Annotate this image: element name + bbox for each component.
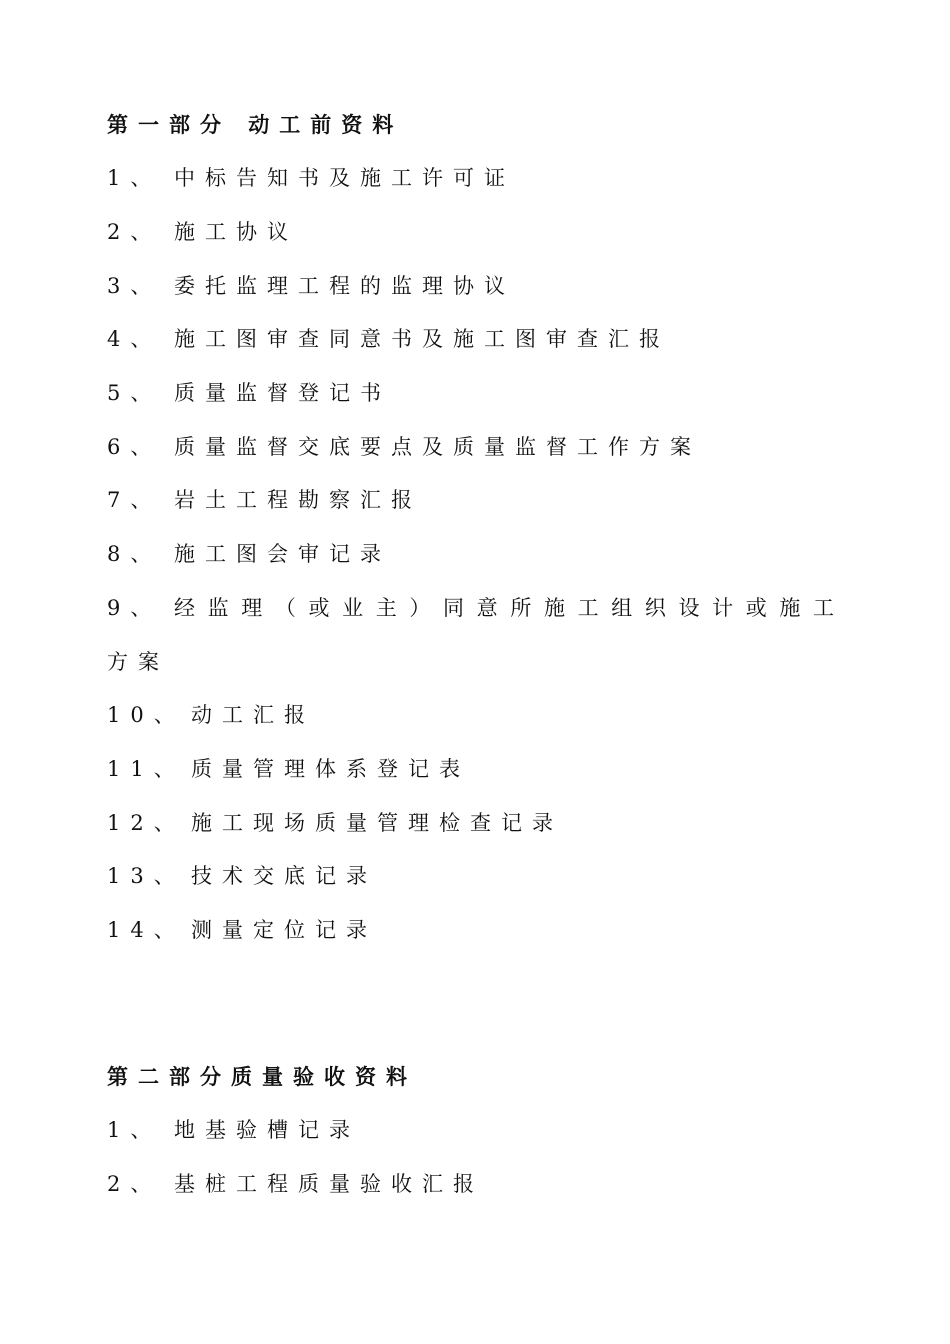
item-number: 7、 bbox=[107, 488, 162, 512]
list-item bbox=[107, 488, 422, 512]
item-number: 1、 bbox=[107, 166, 162, 190]
item-number: 2、 bbox=[107, 1172, 162, 1196]
list-item bbox=[107, 703, 315, 727]
item-number: 2、 bbox=[107, 220, 162, 244]
item-number: 4、 bbox=[107, 327, 162, 351]
list-item bbox=[107, 1118, 360, 1142]
item-text: 岩土工程勘察汇报 bbox=[174, 488, 422, 512]
item-text: 施工现场质量管理检查记录 bbox=[191, 811, 563, 835]
item-text: 施工图会审记录 bbox=[174, 542, 391, 566]
list-item bbox=[107, 220, 298, 244]
list-item bbox=[107, 166, 515, 190]
item-number: 11、 bbox=[107, 757, 185, 781]
list-item bbox=[107, 811, 563, 835]
list-item bbox=[107, 327, 670, 351]
list-item bbox=[107, 757, 470, 781]
item-text: 施工图审查同意书及施工图审查汇报 bbox=[174, 327, 670, 351]
item-text: 中标告知书及施工许可证 bbox=[174, 166, 515, 190]
item-number: 8、 bbox=[107, 542, 162, 566]
list-item bbox=[107, 381, 391, 405]
item-number: 6、 bbox=[107, 435, 162, 459]
item-text: 动工汇报 bbox=[191, 703, 315, 727]
list-item bbox=[107, 596, 834, 620]
item-number: 3、 bbox=[107, 274, 162, 298]
item-text: 地基验槽记录 bbox=[174, 1118, 360, 1142]
item-text: 质量监督登记书 bbox=[174, 381, 391, 405]
item-number: 10、 bbox=[107, 703, 185, 727]
item-text: 质量监督交底要点及质量监督工作方案 bbox=[174, 435, 701, 459]
list-item bbox=[107, 864, 377, 888]
section-title-part2: 第二部分质量验收资料 bbox=[107, 1064, 417, 1089]
list-item-continuation: 方案 bbox=[107, 650, 169, 674]
section-title-part1: 第一部分 动工前资料 bbox=[107, 112, 404, 137]
item-number: 9、 bbox=[107, 596, 162, 620]
item-number: 14、 bbox=[107, 918, 185, 942]
list-item bbox=[107, 918, 377, 942]
list-item bbox=[107, 435, 701, 459]
list-item bbox=[107, 274, 515, 298]
item-text: 技术交底记录 bbox=[191, 864, 377, 888]
item-number: 12、 bbox=[107, 811, 185, 835]
item-number: 13、 bbox=[107, 864, 185, 888]
list-item bbox=[107, 542, 391, 566]
item-number: 5、 bbox=[107, 381, 162, 405]
item-text: 施工协议 bbox=[174, 220, 298, 244]
item-number: 1、 bbox=[107, 1118, 162, 1142]
item-text: 质量管理体系登记表 bbox=[191, 757, 470, 781]
item-text: 委托监理工程的监理协议 bbox=[174, 274, 515, 298]
item-text: 测量定位记录 bbox=[191, 918, 377, 942]
list-item bbox=[107, 1172, 484, 1196]
item-text: 经监理（或业主）同意所施工组织设计或施工 bbox=[174, 596, 834, 620]
item-text: 基桩工程质量验收汇报 bbox=[174, 1172, 484, 1196]
